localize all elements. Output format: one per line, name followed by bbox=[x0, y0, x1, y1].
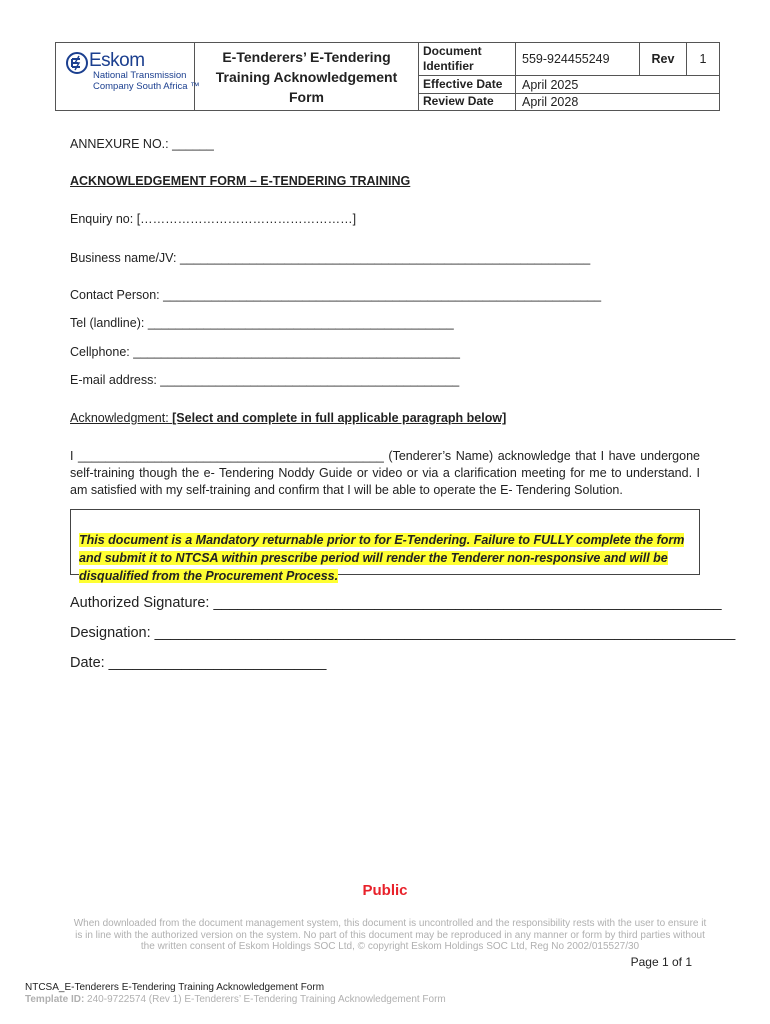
disclaimer-text: When downloaded from the document management system, this document is uncontrolled and the responsibility rests with the user to ensure it is in line with the authorized version on the system. No part of this document may be reproduced in any manner or form by third parties without the written consent of Eskom Holdings SOC Ltd, © copyright Eskom Holdings SOC Ltd, Reg No 2002/015527/30 bbox=[73, 918, 707, 952]
acknowledgment-instruction: [Select and complete in full applicable paragraph below] bbox=[172, 411, 507, 425]
classification-label: Public bbox=[362, 882, 408, 899]
contact-person-field[interactable]: Contact Person: _______________________________________________________________ bbox=[70, 288, 602, 302]
effective-date-label: Effective Date bbox=[419, 76, 516, 93]
effective-date-value: April 2025 bbox=[516, 76, 720, 93]
acknowledgment-line bbox=[70, 411, 506, 425]
footer-template-id bbox=[25, 994, 446, 1005]
rev-label: Rev bbox=[640, 43, 687, 76]
enquiry-field[interactable]: Enquiry no: [……………………………………………] bbox=[70, 212, 357, 226]
form-heading: ACKNOWLEDGEMENT FORM – E-TENDERING TRAINING bbox=[70, 174, 411, 188]
doc-id-label: Document Identifier bbox=[419, 43, 516, 76]
eskom-logo-icon bbox=[66, 52, 88, 74]
mandatory-notice-text: This document is a Mandatory returnable prior to for E-Tendering. Failure to FULLY complete the form and submit it to NTCSA within prescribe period will render the Tenderer non-responsive and will be disqualified from the Procurement Process. bbox=[79, 533, 685, 583]
logo-subtitle-1: National Transmission bbox=[93, 70, 187, 81]
review-date-value: April 2028 bbox=[516, 93, 720, 110]
doc-id-value: 559-924455249 bbox=[516, 43, 640, 76]
logo-subtitle-2: Company South Africa ™ bbox=[93, 81, 200, 92]
page-number: Page 1 of 1 bbox=[630, 955, 692, 969]
annexure-line: ANNEXURE NO.: ______ bbox=[70, 137, 214, 151]
document-header-table bbox=[55, 42, 720, 111]
template-id-value: 240-9722574 (Rev 1) E-Tenderers’ E-Tendering Training Acknowledgement Form bbox=[84, 994, 446, 1005]
footer-document-name: NTCSA_E-Tenderers E-Tendering Training Acknowledgement Form bbox=[25, 982, 325, 993]
designation-field[interactable]: Designation: ________________________________________________________________________ bbox=[70, 625, 736, 641]
date-field[interactable]: Date: ___________________________ bbox=[70, 655, 327, 671]
logo-brand: Eskom bbox=[89, 50, 145, 71]
mandatory-notice-box bbox=[70, 509, 700, 583]
email-field[interactable]: E-mail address: ___________________________________________ bbox=[70, 373, 460, 387]
acknowledgment-label: Acknowledgment: bbox=[70, 411, 173, 425]
cellphone-field[interactable]: Cellphone: _______________________________________________ bbox=[70, 345, 460, 359]
eskom-logo bbox=[56, 43, 200, 110]
acknowledgment-paragraph[interactable]: I ____________________________________________ (Tenderer’s Name) acknowledge that I have undergone self-training though the e- Tendering Noddy Guide or video or via a clarification meeting for me to understand. I am satisfied with my self-training and confirm that I will be able to operate the E- Tendering Solution. bbox=[70, 449, 700, 497]
document-title: E-Tenderers’ E-Tendering Training Acknowledgement Form bbox=[195, 43, 419, 111]
authorized-signature-field[interactable]: Authorized Signature: _______________________________________________________________ bbox=[70, 595, 722, 611]
logo-cell bbox=[56, 43, 200, 111]
rev-value: 1 bbox=[687, 43, 720, 76]
business-name-field[interactable]: Business name/JV: ___________________________________________________________ bbox=[70, 251, 591, 265]
review-date-label: Review Date bbox=[419, 93, 516, 110]
tel-landline-field[interactable]: Tel (landline): ____________________________________________ bbox=[70, 316, 454, 330]
template-id-label: Template ID: bbox=[25, 994, 85, 1005]
